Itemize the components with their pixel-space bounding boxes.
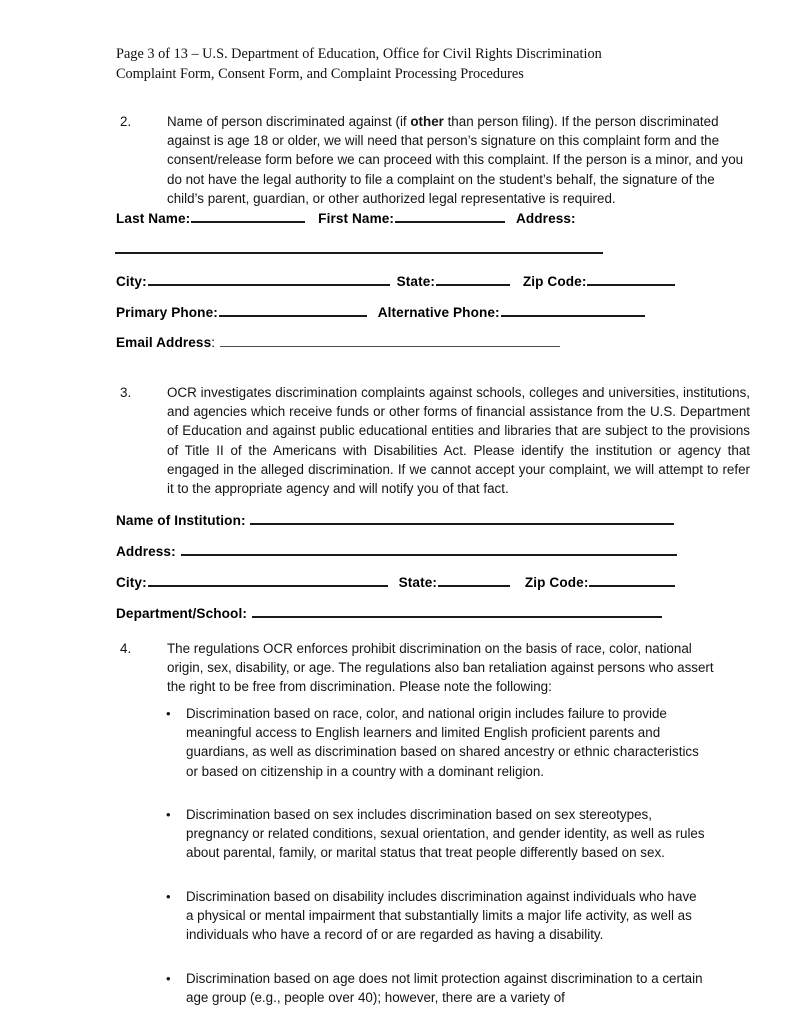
last-name-input[interactable] (191, 210, 305, 223)
field-row-institution-name (116, 512, 716, 528)
institution-zip-label: Zip Code: (524, 575, 589, 591)
address-input[interactable] (115, 252, 603, 254)
department-input[interactable] (252, 605, 662, 618)
last-name-label: Last Name: (116, 211, 191, 227)
item2-text-part2: than person filing). If the person discriminated against is age 18 or older, we will need that person’s signature on this complaint form and the consent/release form before we can proceed with this complaint. If the person is a minor, and you do not have the legal authority to file a complaint on the student’s behalf, the signature of the child’s parent, guardian, or other authorized legal representative is required. (167, 114, 744, 206)
item-body: OCR investigates discrimination complaints against schools, colleges and universities, institutions, and agencies which receive funds or other forms of financial assistance from the U.S. Department of Education and against public educational entities and libraries that are subject to the provisions of Title II of the Americans with Disabilities Act. Please identify the institution or agency that engaged in the alleged discrimination. If we cannot accept your complaint, we will attempt to refer it to the appropriate agency and will notify you of that fact. (167, 385, 750, 497)
item-number: 3. (120, 385, 132, 400)
field-row-city-state-zip (116, 273, 716, 289)
institution-city-label: City: (116, 575, 147, 591)
numbered-item-3 (116, 383, 750, 498)
institution-name-input[interactable] (250, 512, 674, 525)
bullet-icon: • (166, 971, 171, 986)
primary-phone-input[interactable] (219, 304, 367, 317)
bullet-icon: • (166, 706, 171, 721)
first-name-label: First Name: (318, 211, 395, 227)
institution-state-input[interactable] (438, 574, 510, 587)
institution-name-label: Name of Institution: (116, 513, 246, 529)
header-line-2: Complaint Form, Consent Form, and Complaint Processing Procedures (116, 66, 524, 82)
item-body: The regulations OCR enforces prohibit discrimination on the basis of race, color, national origin, sex, disability, or age. The regulations also ban retaliation against persons who assert the right to be free from discrimination. Please note the following: (167, 641, 714, 695)
email-colon: : (211, 335, 216, 351)
email-label: Email Address (116, 335, 212, 351)
department-label: Department/School: (116, 606, 247, 622)
list-item-text: Discrimination based on sex includes discrimination based on sex stereotypes, pregnancy or related conditions, sexual orientation, and gender identity, as well as rules about parental, family, or marital status that treat people differently based on sex. (186, 807, 705, 861)
institution-zip-input[interactable] (589, 574, 675, 587)
state-input[interactable] (436, 273, 510, 286)
field-row-name (116, 210, 716, 226)
institution-city-input[interactable] (148, 574, 388, 587)
page-header (116, 44, 696, 84)
primary-phone-label: Primary Phone: (116, 305, 218, 321)
item2-bold-other: other (410, 114, 444, 129)
list-item (166, 969, 706, 1007)
institution-state-label: State: (398, 575, 437, 591)
city-input[interactable] (148, 273, 390, 286)
institution-address-input[interactable] (181, 543, 677, 556)
state-label: State: (396, 274, 435, 290)
field-row-institution-address (116, 543, 716, 559)
field-row-phones (116, 304, 716, 320)
address-label: Address: (515, 211, 576, 227)
list-item (166, 704, 706, 781)
header-line-1: Page 3 of 13 – U.S. Department of Education, Office for Civil Rights Discrimination (116, 46, 602, 62)
field-row-institution-city-state-zip (116, 574, 716, 590)
field-row-email (116, 335, 716, 350)
email-input[interactable] (220, 335, 560, 347)
alternative-phone-label: Alternative Phone: (377, 305, 500, 321)
numbered-item-4 (116, 639, 716, 697)
item-number: 2. (120, 114, 132, 129)
alternative-phone-input[interactable] (501, 304, 645, 317)
item-body (167, 112, 750, 208)
list-item-text: Discrimination based on race, color, and national origin includes failure to provide meaningful access to English learners and limited English proficient parents and guardians, as well as discrimination based on shared ancestry or ethnic characteristics or based on citizenship in a country with a dominant religion. (186, 706, 699, 779)
numbered-item-2 (116, 112, 750, 208)
list-item-text: Discrimination based on age does not limit protection against discrimination to a certain age group (e.g., people over 40); however, there are a variety of (186, 971, 703, 1006)
institution-address-label: Address: (116, 544, 176, 560)
list-item-text: Discrimination based on disability includes discrimination against individuals who have a physical or mental impairment that substantially limits a major life activity, as well as individuals who have a record of or are regarded as having a disability. (186, 889, 697, 943)
bullet-icon: • (166, 889, 171, 904)
zip-input[interactable] (587, 273, 675, 286)
bullet-icon: • (166, 807, 171, 822)
zip-label: Zip Code: (522, 274, 587, 290)
list-item (166, 805, 706, 863)
item-number: 4. (120, 641, 132, 656)
list-item (166, 887, 706, 945)
item2-text-part1: Name of person discriminated against (if (167, 114, 411, 129)
field-row-department (116, 605, 716, 621)
city-label: City: (116, 274, 147, 290)
first-name-input[interactable] (395, 210, 505, 223)
